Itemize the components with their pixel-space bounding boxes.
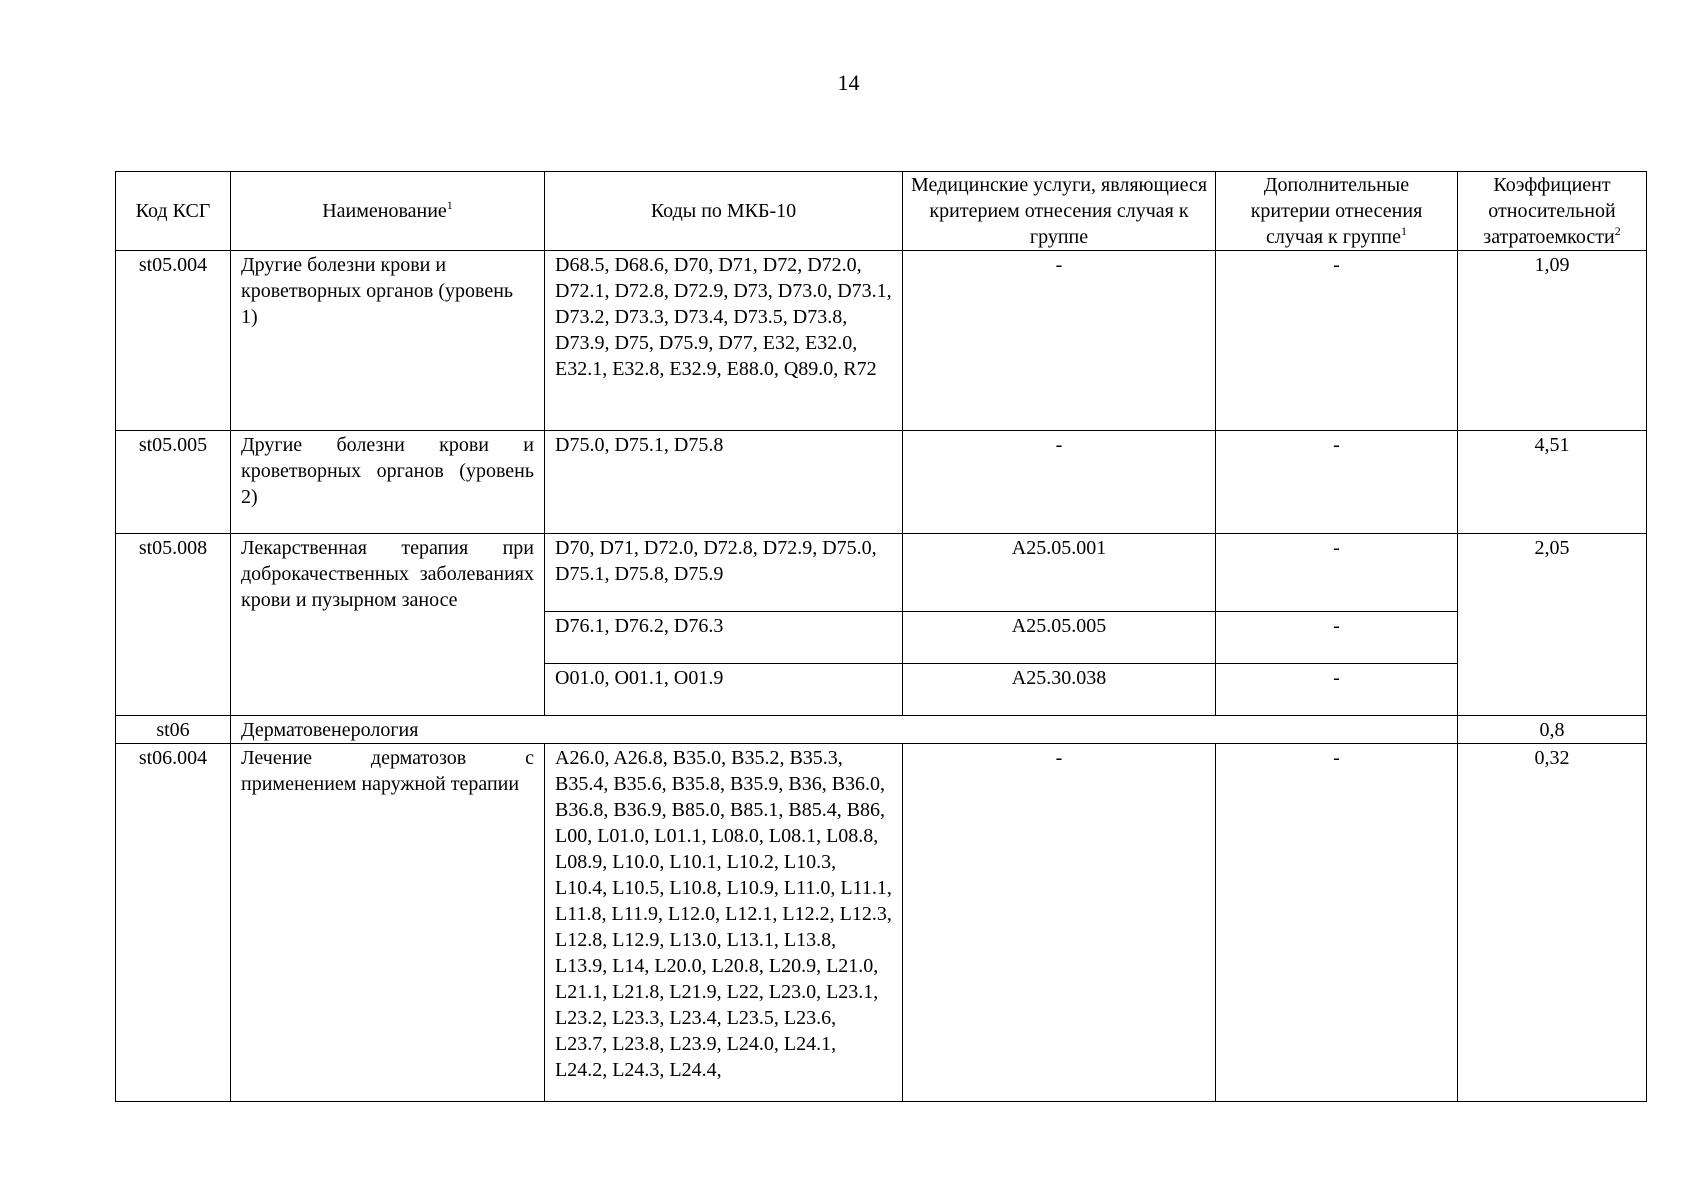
header-name: Наименование$^1$ bbox=[231, 172, 545, 251]
services-cell: - bbox=[903, 431, 1216, 534]
extra-criteria-cell: - bbox=[1216, 251, 1458, 431]
extra-criteria-cell: - bbox=[1216, 744, 1458, 1102]
coefficient-cell: 4,51 bbox=[1458, 431, 1647, 534]
services-cell: A25.30.038 bbox=[903, 664, 1216, 716]
icd-codes: D68.5, D68.6, D70, D71, D72, D72.0, D72.1, D72.8, D72.9, D73, D73.0, D73.1, D73.2, D73.3, D73.4, D73.5, D73.8, D73.9, D75, D75.9, D77, E32, E32.0, E32.1, E32.8, E32.9, E88.0, Q89.0, R72 bbox=[545, 251, 903, 431]
ksg-table bbox=[115, 171, 1647, 1102]
coefficient-cell: 0,32 bbox=[1458, 744, 1647, 1102]
ksg-code: st05.005 bbox=[116, 431, 231, 534]
icd-codes: D75.0, D75.1, D75.8 bbox=[545, 431, 903, 534]
footnote-mark: 1 bbox=[1400, 224, 1407, 238]
section-name: Дерматовенерология bbox=[231, 716, 1458, 744]
header-extra: Дополнительные критерии отнесения случая к группе$^1$ bbox=[1216, 172, 1458, 251]
table-row bbox=[116, 431, 1647, 534]
ksg-name: Другие болезни крови и кроветворных органов (уровень 1) bbox=[231, 251, 545, 431]
table-row bbox=[116, 744, 1647, 1102]
footnote-mark: 1 bbox=[446, 198, 453, 212]
ksg-name: Лечение дерматозов с применением наружной терапии bbox=[231, 744, 545, 1102]
icd-codes: D76.1, D76.2, D76.3 bbox=[545, 612, 903, 664]
extra-criteria-cell: - bbox=[1216, 612, 1458, 664]
ksg-code: st06 bbox=[116, 716, 231, 744]
services-cell: - bbox=[903, 744, 1216, 1102]
header-coef: Коэффициент относительной затратоемкости$^2$ bbox=[1458, 172, 1647, 251]
extra-criteria-cell: - bbox=[1216, 534, 1458, 612]
header-code: Код КСГ bbox=[116, 172, 231, 251]
ksg-name: Другие болезни крови и кроветворных органов (уровень 2) bbox=[231, 431, 545, 534]
icd-codes: D70, D71, D72.0, D72.8, D72.9, D75.0, D75.1, D75.8, D75.9 bbox=[545, 534, 903, 612]
footnote-mark: 2 bbox=[1614, 224, 1621, 238]
coefficient-cell: 2,05 bbox=[1458, 534, 1647, 716]
extra-criteria-cell: - bbox=[1216, 664, 1458, 716]
table-row bbox=[116, 534, 1647, 612]
header-icd: Коды по МКБ-10 bbox=[545, 172, 903, 251]
ksg-code: st05.008 bbox=[116, 534, 231, 716]
services-cell: - bbox=[903, 251, 1216, 431]
coefficient-cell: 0,8 bbox=[1458, 716, 1647, 744]
extra-criteria-cell: - bbox=[1216, 431, 1458, 534]
table-header-row bbox=[116, 172, 1647, 251]
icd-codes: A26.0, A26.8, B35.0, B35.2, B35.3, B35.4, B35.6, B35.8, B35.9, B36, B36.0, B36.8, B36.9, B85.0, B85.1, B85.4, B86, L00, L01.0, L01.1, L08.0, L08.1, L08.8, L08.9, L10.0, L10.1, L10.2, L10.3, L10.4, L10.5, L10.8, L10.9, L11.0, L11.1, L11.8, L11.9, L12.0, L12.1, L12.2, L12.3, L12.8, L12.9, L13.0, L13.1, L13.8, L13.9, L14, L20.0, L20.8, L20.9, L21.0, L21.1, L21.8, L21.9, L22, L23.0, L23.1, L23.2, L23.3, L23.4, L23.5, L23.6, L23.7, L23.8, L23.9, L24.0, L24.1, L24.2, L24.3, L24.4, bbox=[545, 744, 903, 1102]
header-services: Медицинские услуги, являющиеся критерием отнесения случая к группе bbox=[903, 172, 1216, 251]
ksg-name: Лекарственная терапия при доброкачественных заболеваниях крови и пузырном заносе bbox=[231, 534, 545, 716]
ksg-code: st05.004 bbox=[116, 251, 231, 431]
page-number: 14 bbox=[837, 70, 860, 95]
table-row bbox=[116, 251, 1647, 431]
ksg-code: st06.004 bbox=[116, 744, 231, 1102]
services-cell: A25.05.005 bbox=[903, 612, 1216, 664]
icd-codes: O01.0, O01.1, O01.9 bbox=[545, 664, 903, 716]
coefficient-cell: 1,09 bbox=[1458, 251, 1647, 431]
services-cell: A25.05.001 bbox=[903, 534, 1216, 612]
section-row bbox=[116, 716, 1647, 744]
